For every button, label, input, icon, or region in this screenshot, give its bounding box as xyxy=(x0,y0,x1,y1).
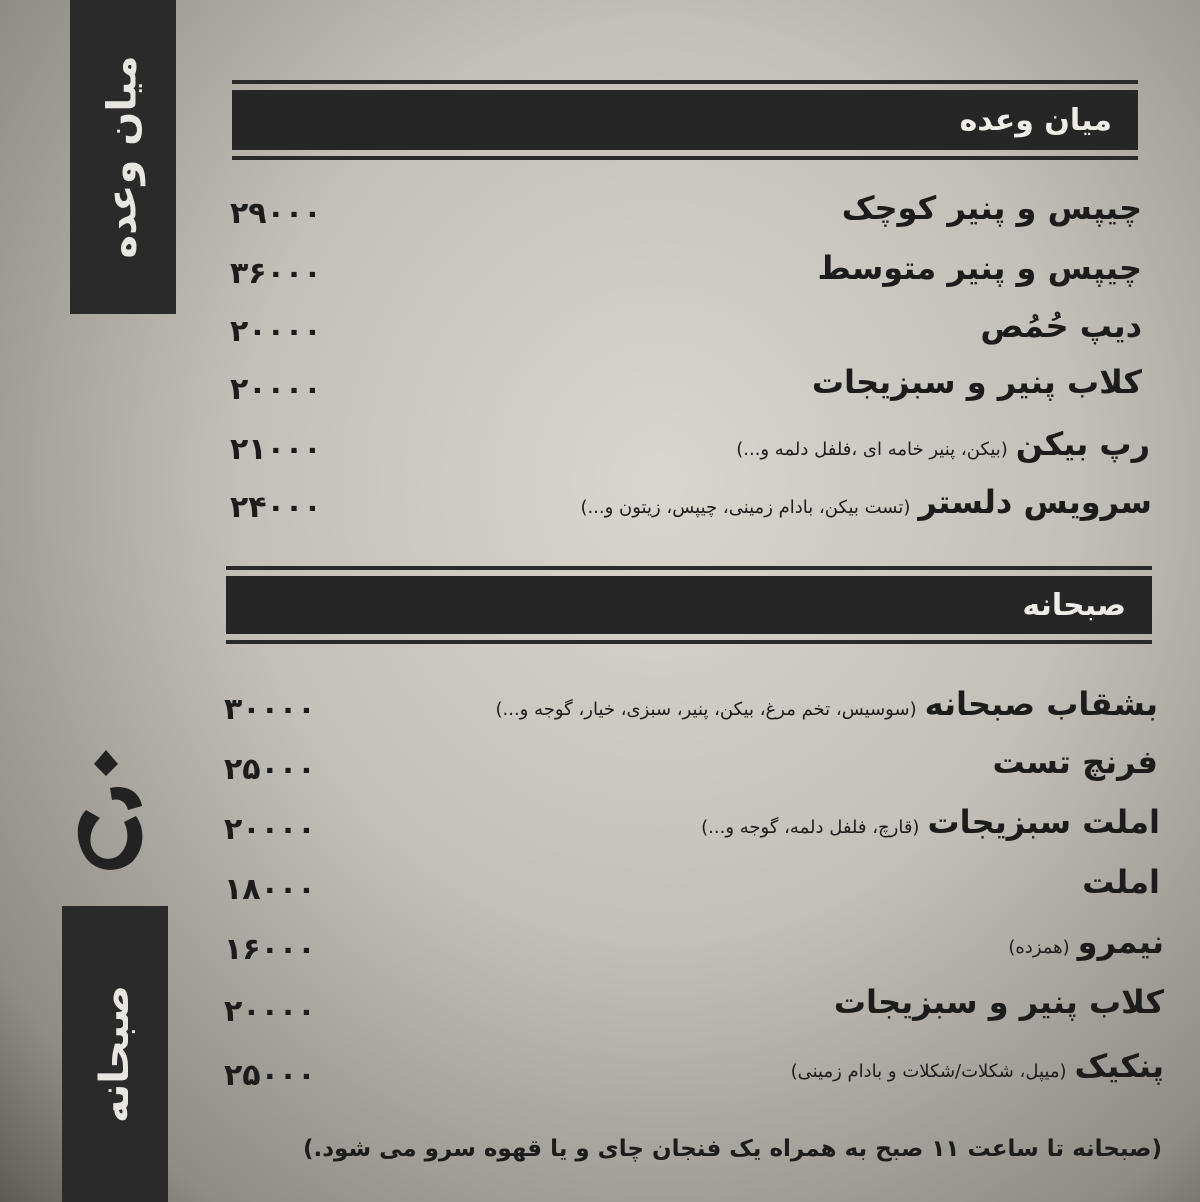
item-desc: (میپل، شکلات/شکلات و بادام زمینی) xyxy=(790,1061,1067,1082)
menu-item xyxy=(972,307,1142,345)
menu-item xyxy=(834,189,1142,227)
item-name: فرنچ تست xyxy=(992,743,1158,781)
item-name: کلاب پنیر و سبزیجات xyxy=(833,983,1164,1021)
item-desc: (سوسیس، تخم مرغ، بیکن، پنیر، سبزی، خیار، گوجه و...) xyxy=(495,699,917,720)
item-price: ۲۹۰۰۰ xyxy=(230,196,322,231)
item-desc: (تست بیکن، بادام زمینی، چیپس، زیتون و...) xyxy=(580,497,911,518)
item-name: رپ بیکن xyxy=(1015,425,1150,463)
item-name: سرویس دلستر xyxy=(918,483,1152,521)
item-desc: (بیکن، پنیر خامه ای ،فلفل دلمه و...) xyxy=(736,439,1008,460)
item-name: بشقاب صبحانه xyxy=(924,685,1158,723)
side-tab-snacks xyxy=(70,0,176,314)
item-price: ۲۰۰۰۰ xyxy=(224,812,316,847)
item-desc: (قارچ، فلفل دلمه، گوجه و...) xyxy=(701,817,920,838)
item-price: ۳۰۰۰۰ xyxy=(224,692,316,727)
breakfast-footnote: (صبحانه تا ساعت ۱۱ صبح به همراه یک فنجان چای و یا قهوه سرو می شود.) xyxy=(302,1136,1162,1162)
section-top-rule xyxy=(232,80,1138,84)
item-name: دیپ حُمُص xyxy=(980,307,1142,345)
item-price: ۲۰۰۰۰ xyxy=(224,994,316,1029)
item-name: چیپس و پنیر متوسط xyxy=(817,249,1142,287)
menu-item xyxy=(810,249,1142,287)
menu-item xyxy=(804,363,1142,401)
menu-item xyxy=(580,483,1152,521)
menu-item xyxy=(736,425,1150,463)
item-desc: (همزده) xyxy=(1008,937,1070,958)
item-price: ۲۴۰۰۰ xyxy=(230,490,322,525)
menu-item xyxy=(790,1047,1164,1085)
menu-item xyxy=(826,983,1164,1021)
section-bottom-rule xyxy=(226,640,1152,644)
item-price: ۱۸۰۰۰ xyxy=(224,872,316,907)
item-name: چیپس و پنیر کوچک xyxy=(841,189,1142,227)
item-name: کلاب پنیر و سبزیجات xyxy=(811,363,1142,401)
section-title-snacks: میان وعده xyxy=(959,102,1112,138)
menu-item xyxy=(984,743,1158,781)
item-name: پنکیک xyxy=(1074,1047,1164,1085)
section-top-rule xyxy=(226,566,1152,570)
item-price: ۱۶۰۰۰ xyxy=(224,932,316,967)
item-price: ۲۰۰۰۰ xyxy=(230,372,322,407)
section-title-breakfast: صبحانه xyxy=(1022,587,1126,623)
cafe-logo-icon xyxy=(66,740,156,880)
item-price: ۳۶۰۰۰ xyxy=(230,256,322,291)
side-tab-breakfast-label: صبحانه xyxy=(92,984,139,1124)
item-name: نیمرو xyxy=(1077,923,1164,961)
section-header-breakfast xyxy=(226,576,1152,634)
menu-item xyxy=(1008,923,1164,961)
item-name: املت xyxy=(1082,863,1160,901)
item-price: ۲۵۰۰۰ xyxy=(224,752,316,787)
section-bottom-rule xyxy=(232,156,1138,160)
item-price: ۲۱۰۰۰ xyxy=(230,432,322,467)
menu-item xyxy=(495,685,1158,723)
menu-item xyxy=(1074,863,1160,901)
side-tab-breakfast xyxy=(62,906,168,1202)
item-price: ۲۰۰۰۰ xyxy=(230,314,322,349)
side-tab-snacks-label: میان وعده xyxy=(100,55,146,259)
item-name: املت سبزیجات xyxy=(927,803,1160,841)
menu-item xyxy=(701,803,1160,841)
item-price: ۲۵۰۰۰ xyxy=(224,1058,316,1093)
section-header-snacks xyxy=(232,90,1138,150)
